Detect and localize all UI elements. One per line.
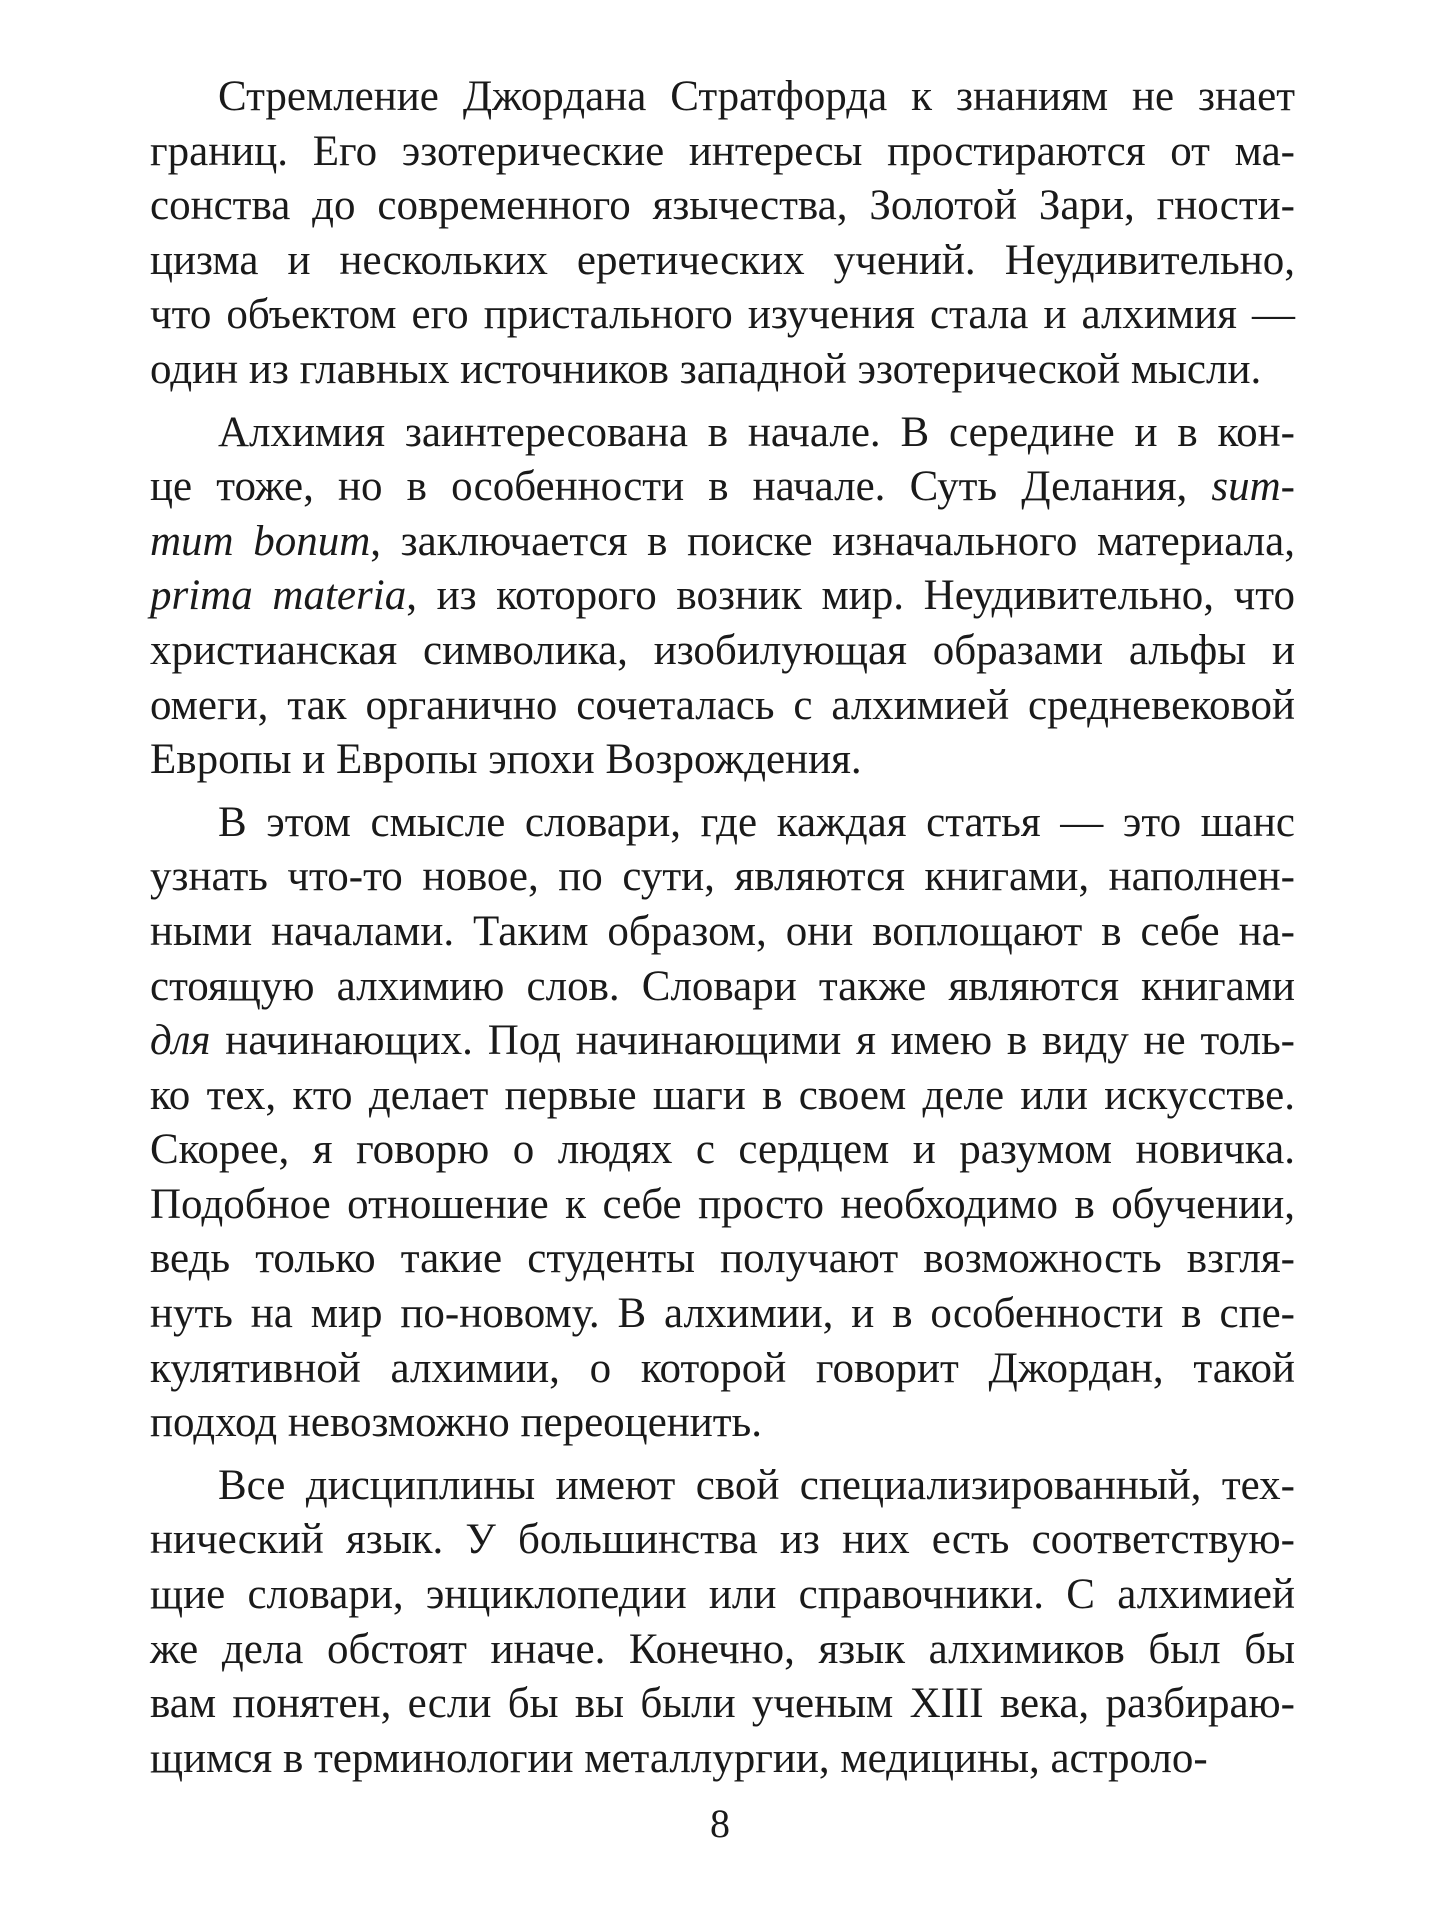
text-segment: узнать что-то новое, по сути, являются книгами, наполнен- [150,853,1295,901]
text-segment: нический язык. У большинства из них есть соответствую- [150,1516,1295,1564]
text-line [150,70,1295,125]
text-line [150,796,1295,851]
text-line [150,733,1295,788]
text-line [150,1287,1295,1342]
text-line [150,515,1295,570]
text-line [150,234,1295,289]
paragraph [150,70,1295,398]
text-segment: вам понятен, если бы вы были ученым XIII века, разбираю- [150,1680,1295,1728]
text-segment: Стремление Джордана Стратфорда к знаниям не знает [218,73,1295,120]
text-line [150,1677,1295,1732]
text-segment: , заключается в поиске изначального материала, [370,517,1295,565]
text-segment: нуть на мир по-новому. В алхимии, и в особенности в спе- [150,1290,1295,1338]
text-line [150,460,1295,515]
text-segment: начинающих. Под начинающими я имею в виду не толь- [210,1017,1295,1065]
text-segment: , из которого возник мир. Неудивительно, что [406,572,1295,620]
text-segment: же дела обстоят иначе. Конечно, язык алхимиков был бы [150,1625,1295,1673]
text-line [150,406,1295,461]
text-segment: це тоже, но в особенности в начале. Суть Делания, [150,463,1212,511]
text-segment: христианская символика, изобилующая образами альфы и [150,626,1295,674]
text-segment: ко тех, кто делает первые шаги в своем деле или искусстве. [150,1071,1295,1119]
text-line [150,1014,1295,1069]
text-segment: В этом смысле словари, где каждая статья — это шанс [218,798,1295,846]
paragraph [150,796,1295,1451]
text-segment: щие словари, энциклопедии или справочники. С алхимией [150,1571,1295,1619]
text-line [150,1513,1295,1568]
text-segment: Европы и Европы эпохи Возрождения. [150,736,862,784]
text-segment: ведь только такие студенты получают возможность взгля- [150,1235,1295,1283]
text-segment: стоящую алхимию слов. Словари также являются книгами [150,962,1295,1010]
text-segment: Скорее, я говорю о людях с сердцем и разумом новичка. [150,1126,1295,1174]
text-line [150,179,1295,234]
text-segment: Алхимия заинтересована в начале. В середине и в кон- [218,408,1295,456]
italic-term: prima materia [150,572,407,620]
text-line [150,960,1295,1015]
text-line [150,905,1295,960]
text-segment: один из главных источников западной эзотерической мысли. [150,345,1262,393]
italic-term: mum bonum [150,517,371,565]
text-line [150,1568,1295,1623]
text-segment: омеги, так органично сочеталась с алхимией средневековой [150,681,1295,729]
text-segment: кулятивной алхимии, о которой говорит Джордан, такой [150,1344,1295,1392]
text-line [150,1623,1295,1678]
text-segment: Подобное отношение к себе просто необходимо в обучении, [150,1180,1295,1228]
page-body [150,70,1295,1794]
text-segment: щимся в терминологии металлургии, медицины, астроло- [150,1734,1208,1782]
text-segment: Все дисциплины имеют свой специализированный, тех- [218,1461,1295,1509]
text-line [150,125,1295,180]
text-line [150,343,1295,398]
text-line [150,569,1295,624]
text-segment: сонства до современного язычества, Золотой Зари, гности- [150,182,1295,230]
text-line [150,1069,1295,1124]
text-segment: ными началами. Таким образом, они воплощают в себе на- [150,907,1295,955]
paragraph [150,1459,1295,1787]
text-line [150,1123,1295,1178]
text-line [150,1232,1295,1287]
text-line [150,1396,1295,1451]
text-line [150,1732,1295,1787]
text-line [150,679,1295,734]
text-segment: границ. Его эзотерические интересы простираются от ма- [150,127,1295,175]
italic-term: sum- [1211,463,1295,511]
text-segment: что объектом его пристального изучения стала и алхимия — [150,291,1295,339]
paragraph [150,406,1295,788]
text-line [150,1459,1295,1514]
text-line [150,1178,1295,1233]
text-segment: подход невозможно переоценить. [150,1399,762,1447]
text-line [150,624,1295,679]
text-segment: цизма и нескольких еретических учений. Неудивительно, [150,236,1295,284]
text-line [150,850,1295,905]
text-line [150,288,1295,343]
text-line [150,1342,1295,1397]
page-number: 8 [710,1801,730,1846]
text-container [150,70,1295,1786]
italic-term: для [150,1017,211,1065]
